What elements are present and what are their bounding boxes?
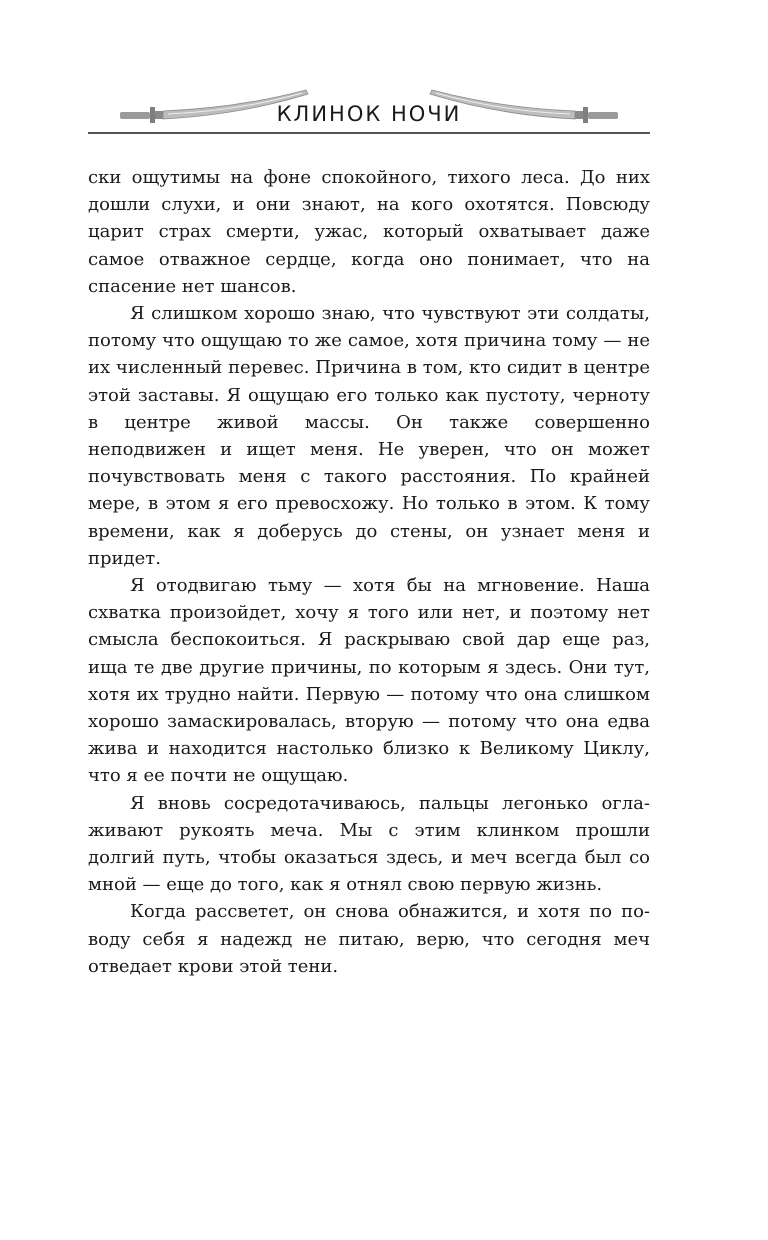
paragraph-3: Я отодвигаю тьму — хотя бы на мгновение. Наша схватка произойдет, хочу я того или нет, и поэтому нет смысла беспокоиться. Я раскрываю свой дар еще раз, ища те две другие причины, по которым я здесь. Они тут, хотя их трудно найти. Первую — потому что она слишком хорошо замаскировалась, вторую — потому что она едва жива и находится настолько близко к Великому Циклу, что я ее почти не ощущаю. <box>88 575 650 787</box>
paragraph-2: Я слишком хорошо знаю, что чувствуют эти солдаты, потому что ощущаю то же самое, хотя причина тому — не их численный перевес. Причина в том, кто сидит в центре этой заставы. Я ощущаю его только как пустоту, черноту в центре живой массы. Он также совершенно неподвижен и ищет меня. Не уверен, что он может почувствовать меня с такого расстояния. По крайней мере, в этом я его превосхожу. Но только в этом. К тому времени, как я доберусь до стены, он узнает меня и придет. <box>88 303 650 569</box>
paragraph-4: Я вновь сосредотачиваюсь, пальцы легонько оглаживают рукоять меча. Мы с этим клинком прошли долгий путь, чтобы оказаться здесь, и меч всегда был со мной — еще до того, как я отнял свою первую жизнь. <box>88 792 650 896</box>
page-header <box>88 78 650 138</box>
running-title: КЛИНОК НОЧИ <box>276 102 462 126</box>
body-text <box>88 164 650 980</box>
paragraph-1: ски ощутимы на фоне спокойного, тихого леса. До них дошли слухи, и они знают, на кого охотятся. Повсюду царит страх смерти, ужас, который охватывает даже самое отважное сердце, когда оно понимает, что на спасение нет шансов. <box>88 167 650 297</box>
header-rule <box>88 132 650 134</box>
paragraph-5: Когда рассветет, он снова обнажится, и хотя по поводу себя я надежд не питаю, верю, что сегодня меч отведает крови этой тени. <box>88 901 650 977</box>
